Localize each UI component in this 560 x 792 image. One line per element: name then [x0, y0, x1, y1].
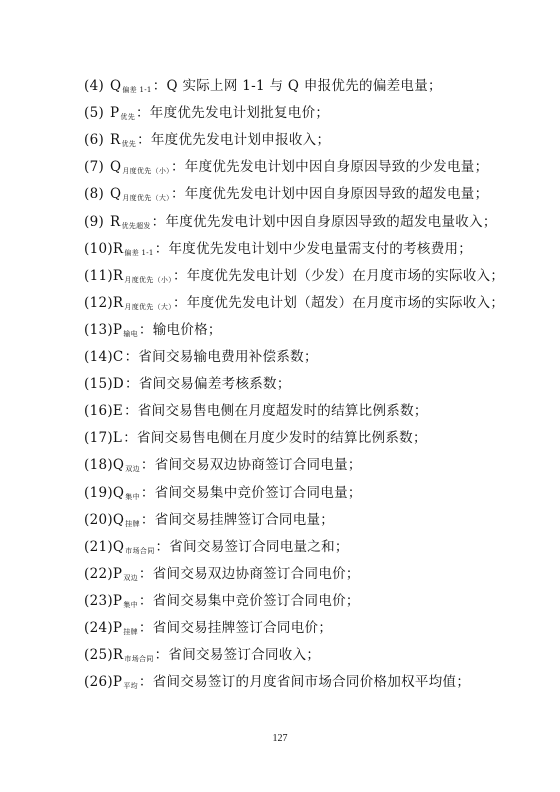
variable-subscript: 双边	[123, 573, 138, 582]
item-number: (9)	[84, 213, 105, 230]
definition-text: ：年度优先发电计划中因自身原因导致的超发电量；	[170, 186, 489, 203]
variable-symbol: R	[110, 132, 121, 149]
item-number: (13)	[84, 321, 113, 338]
item-number: (22)	[84, 565, 113, 582]
variable-subscript: 月度优先（小）	[124, 275, 172, 284]
variable-symbol: P	[112, 620, 123, 636]
variable-subscript: 优先超发	[121, 221, 151, 230]
variable-symbol: R	[112, 294, 124, 311]
item-number: (11)	[84, 267, 113, 284]
page-number: 127	[272, 733, 288, 744]
definition-text: ：省间交易输电费用补偿系数；	[124, 349, 318, 365]
definition-line	[84, 673, 470, 695]
variable-symbol: R	[112, 267, 124, 284]
definition-text: ：省间交易集中竞价签订合同电量；	[140, 484, 362, 501]
item-number: (7)	[84, 159, 105, 176]
variable-subscript: 平均	[123, 682, 138, 691]
definition-line	[84, 240, 472, 262]
definition-line	[84, 592, 360, 614]
definition-line	[84, 185, 488, 207]
definition-text: ：Q 实际上网 1-1 与 Q 申报优先的偏差电量；	[152, 78, 442, 94]
item-number: (6)	[84, 132, 105, 149]
item-number: (26)	[84, 674, 113, 691]
definition-text: ：年度优先发电计划中因自身原因导致的少发电量；	[170, 159, 489, 176]
definition-text: ：省间交易集中竞价签订合同电价；	[138, 592, 360, 609]
variable-symbol: Q	[112, 484, 125, 501]
variable-symbol: D	[112, 376, 125, 393]
variable-subscript: 月度优先（大）	[122, 194, 170, 203]
variable-symbol: R	[112, 240, 124, 257]
item-number: (15)	[84, 376, 113, 393]
item-number: (25)	[84, 647, 113, 664]
variable-symbol: Q	[110, 159, 122, 176]
definition-line	[84, 565, 360, 587]
definition-line	[84, 77, 442, 99]
definition-line	[84, 104, 329, 126]
variable-subscript: 集中	[125, 492, 140, 501]
definition-line	[84, 321, 222, 343]
variable-subscript: 月度优先（大）	[124, 302, 172, 311]
item-number: (14)	[84, 349, 113, 365]
definition-text: ：省间交易偏差考核系数；	[125, 376, 291, 393]
definition-line	[84, 538, 349, 560]
variable-subscript: 集中	[123, 600, 138, 609]
variable-subscript: 市场合同	[125, 546, 155, 555]
definition-text: ：省间交易签订合同收入；	[154, 647, 321, 664]
definition-text: ：年度优先发电计划中少发电量需支付的考核费用；	[154, 240, 473, 257]
item-number: (21)	[84, 538, 113, 555]
definition-text: ：省间交易签订合同电量之和；	[155, 538, 349, 555]
definition-text: ：年度优先发电计划（超发）在月度市场的实际收入；	[173, 294, 505, 311]
definition-line	[84, 375, 291, 393]
definition-text: ：年度优先发电计划批复电价；	[136, 105, 330, 122]
variable-subscript: 市场合同	[124, 655, 154, 664]
variable-subscript: 月度优先（小）	[122, 167, 170, 176]
variable-symbol: Q	[112, 538, 125, 555]
variable-symbol: P	[112, 592, 123, 609]
definition-line	[84, 429, 427, 447]
variable-symbol: R	[112, 647, 124, 664]
definition-line	[84, 511, 334, 533]
variable-symbol: Q	[110, 78, 122, 94]
variable-symbol: Q	[110, 186, 122, 203]
variable-symbol: P	[112, 321, 123, 338]
definition-line	[84, 456, 362, 478]
variable-subscript: 偏差 1-1	[122, 86, 152, 94]
variable-symbol: P	[112, 565, 123, 582]
variable-symbol: L	[112, 430, 123, 447]
definition-line	[84, 348, 318, 366]
definition-text: ：年度优先发电计划（少发）在月度市场的实际收入；	[173, 267, 505, 284]
definition-text: ：省间交易双边协商签订合同电量；	[140, 457, 362, 474]
item-number: (4)	[84, 78, 105, 94]
variable-symbol: P	[112, 674, 123, 691]
definition-line	[84, 484, 362, 506]
variable-subscript: 双边	[125, 465, 140, 474]
item-number: (20)	[84, 511, 113, 528]
variable-subscript: 优先	[121, 140, 137, 149]
item-number: (17)	[84, 430, 113, 447]
definition-text: ：省间交易售电侧在月度超发时的结算比例系数；	[124, 403, 428, 420]
definition-line	[84, 294, 504, 316]
variable-symbol: Q	[112, 457, 125, 474]
definition-text: ：省间交易挂牌签订合同电价；	[138, 620, 333, 636]
item-number: (24)	[84, 620, 113, 636]
item-number: (19)	[84, 484, 113, 501]
definition-text: ：省间交易双边协商签订合同电价；	[138, 565, 360, 582]
variable-symbol: Q	[112, 511, 125, 528]
definition-line	[84, 402, 428, 420]
variable-subscript: 偏差 1-1	[124, 248, 154, 257]
item-number: (18)	[84, 457, 113, 474]
definition-text: ：输电价格；	[138, 321, 222, 338]
item-number: (5)	[84, 105, 105, 122]
definition-line	[84, 158, 488, 180]
variable-symbol: E	[112, 403, 124, 420]
definition-text: ：省间交易签订的月度省间市场合同价格加权平均值；	[138, 674, 471, 691]
definition-text: ：省间交易挂牌签订合同电量；	[140, 511, 335, 528]
item-number: (12)	[84, 294, 113, 311]
variable-symbol: P	[110, 105, 120, 122]
variable-subscript: 输电	[123, 329, 138, 338]
variable-symbol: R	[110, 213, 121, 230]
definition-text: ：年度优先发电计划申报收入；	[137, 132, 331, 149]
item-number: (16)	[84, 403, 113, 420]
variable-subscript: 挂牌	[125, 519, 140, 528]
variable-subscript: 挂牌	[123, 628, 138, 636]
definition-line	[84, 131, 330, 153]
definition-text: ：省间交易售电侧在月度少发时的结算比例系数；	[123, 430, 427, 447]
item-number: (23)	[84, 592, 113, 609]
variable-subscript: 优先	[120, 113, 135, 122]
item-number: (8)	[84, 186, 105, 203]
definition-line	[84, 619, 332, 641]
item-number: (10)	[84, 240, 113, 257]
definition-line	[84, 213, 497, 235]
definition-line	[84, 646, 320, 668]
variable-symbol: C	[112, 349, 124, 365]
definition-line	[84, 267, 504, 289]
definition-text: ：年度优先发电计划中因自身原因导致的超发电量收入；	[151, 213, 497, 230]
